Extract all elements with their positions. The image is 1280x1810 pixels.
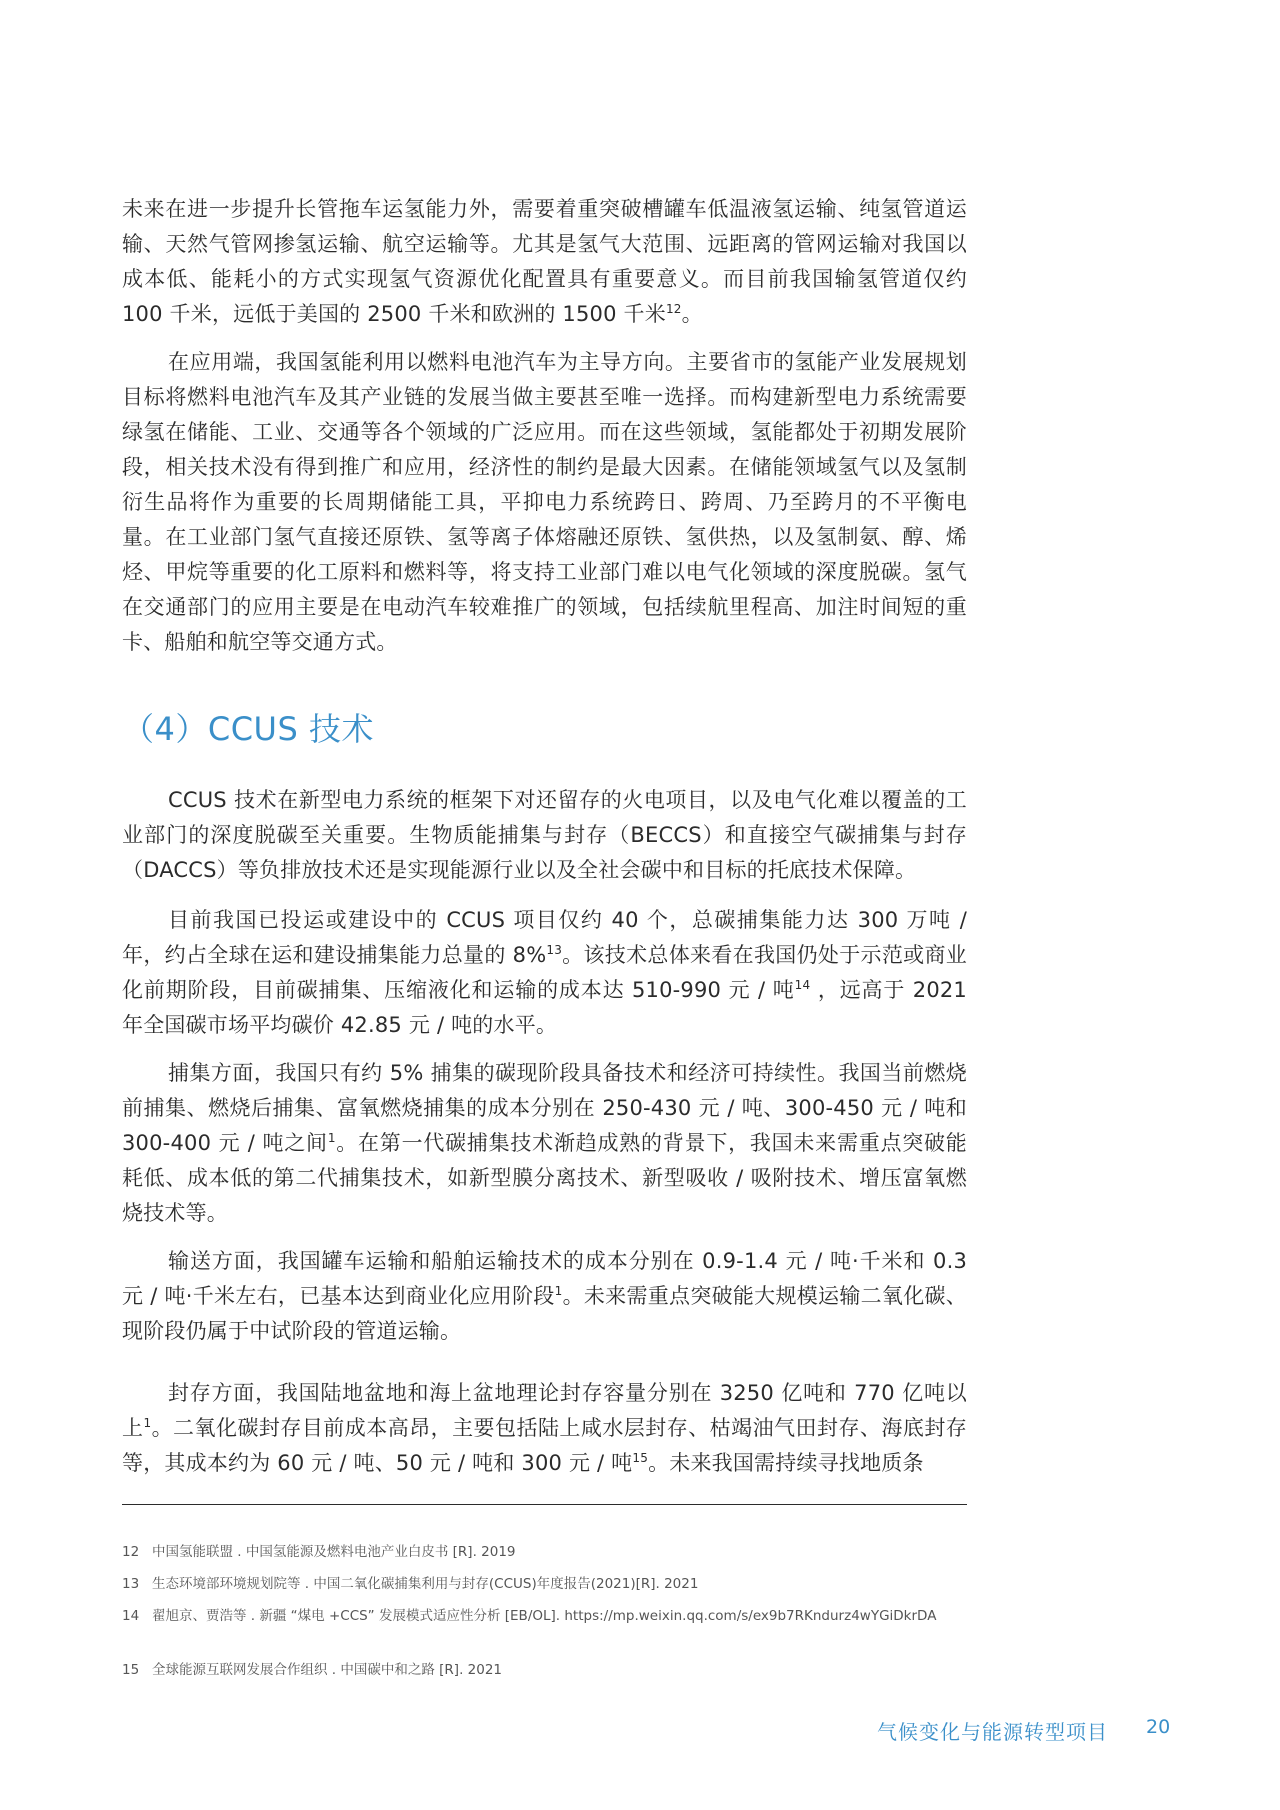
paragraph-ccus-status: 目前我国已投运或建设中的 CCUS 项目仅约 40 个，总碳捕集能力达 300 万吨 / 年，约占全球在运和建设捕集能力总量的 8%$^{13}$。该技术总体来看在我国仍处于示范或商业化前期阶段，目前碳捕集、压缩液化和运输的成本达 510-990 元 / 吨$^{14}$ ，远高于 2021 年全国碳市场平均碳价 42.85 元 / 吨的水平。: [122, 908, 967, 1037]
page-number: 20: [1146, 1716, 1171, 1738]
paragraph-hydrogen-transport: 未来在进一步提升长管拖车运氢能力外，需要着重突破槽罐车低温液氢运输、纯氢管道运输、天然气管网掺氢运输、航空运输等。尤其是氢气大范围、远距离的管网运输对我国以成本低、能耗小的方式实现氢气资源优化配置具有重要意义。而目前我国输氢管道仅约 100 千米，远低于美国的 2500 千米和欧洲的 1500 千米$^{12}$。: [122, 197, 967, 326]
footnote-ref-14[interactable]: 14: [794, 978, 811, 992]
footnote-14: 14 翟旭京、贾浩等 . 新疆 “煤电 +CCS” 发展模式适应性分析 [EB/OL]. https://mp.weixin.qq.com/s/ex9b7RKndurz4wYGiDkrDA: [122, 1608, 937, 1624]
footnote-12: 12 中国氢能联盟 . 中国氢能源及燃料电池产业白皮书 [R]. 2019: [122, 1544, 516, 1560]
footnote-ref-1[interactable]: 1: [554, 1284, 563, 1298]
footnote-ref-1[interactable]: 1: [327, 1131, 336, 1145]
paragraph-ccus-storage: 封存方面，我国陆地盆地和海上盆地理论封存容量分别在 3250 亿吨和 770 亿吨以上$^1$。二氧化碳封存目前成本高昂，主要包括陆上咸水层封存、枯竭油气田封存、海底封存等，其成本约为 60 元 / 吨、50 元 / 吨和 300 元 / 吨$^{15}$。未来我国需持续寻找地质条: [122, 1381, 967, 1475]
footer-title: 气候变化与能源转型项目: [877, 1720, 1108, 1744]
footnote-ref-12[interactable]: 12: [665, 302, 682, 316]
footnote-ref-1[interactable]: 1: [143, 1416, 152, 1430]
footnote-ref-13[interactable]: 13: [546, 943, 563, 957]
footnote-divider: [122, 1504, 967, 1505]
footnote-14-link[interactable]: 翟旭京、贾浩等 . 新疆 “煤电 +CCS” 发展模式适应性分析 [EB/OL]. https://mp.weixin.qq.com/s/ex9b7RKndurz4wYGiDkrDA: [152, 1608, 937, 1624]
section-heading-ccus: （4）CCUS 技术: [122, 710, 374, 748]
paragraph-ccus-transport: 输送方面，我国罐车运输和船舶运输技术的成本分别在 0.9-1.4 元 / 吨·千米和 0.3 元 / 吨·千米左右，已基本达到商业化应用阶段$^1$。未来需重点突破能大规模运输二氧化碳、现阶段仍属于中试阶段的管道运输。: [122, 1249, 967, 1343]
paragraph-ccus-capture: 捕集方面，我国只有约 5% 捕集的碳现阶段具备技术和经济可持续性。我国当前燃烧前捕集、燃烧后捕集、富氧燃烧捕集的成本分别在 250-430 元 / 吨、300-450 元 / 吨和 300-400 元 / 吨之间$^1$。在第一代碳捕集技术渐趋成熟的背景下，我国未来需重点突破能耗低、成本低的第二代捕集技术，如新型膜分离技术、新型吸收 / 吸附技术、增压富氧燃烧技术等。: [122, 1061, 967, 1225]
footnote-ref-15[interactable]: 15: [632, 1451, 649, 1465]
paragraph-hydrogen-application: 在应用端，我国氢能利用以燃料电池汽车为主导方向。主要省市的氢能产业发展规划目标将燃料电池汽车及其产业链的发展当做主要甚至唯一选择。而构建新型电力系统需要绿氢在储能、工业、交通等各个领域的广泛应用。而在这些领域，氢能都处于初期发展阶段，相关技术没有得到推广和应用，经济性的制约是最大因素。在储能领域氢气以及氢制衍生品将作为重要的长周期储能工具，平抑电力系统跨日、跨周、乃至跨月的不平衡电量。在工业部门氢气直接还原铁、氢等离子体熔融还原铁、氢供热，以及氢制氨、醇、烯烃、甲烷等重要的化工原料和燃料等，将支持工业部门难以电气化领域的深度脱碳。氢气在交通部门的应用主要是在电动汽车较难推广的领域，包括续航里程高、加注时间短的重卡、船舶和航空等交通方式。: [122, 350, 967, 654]
footnote-15: 15 全球能源互联网发展合作组织 . 中国碳中和之路 [R]. 2021: [122, 1662, 503, 1678]
footnote-13: 13 生态环境部环境规划院等 . 中国二氧化碳捕集利用与封存(CCUS)年度报告(2021)[R]. 2021: [122, 1576, 699, 1592]
paragraph-ccus-intro: CCUS 技术在新型电力系统的框架下对还留存的火电项目，以及电气化难以覆盖的工业部门的深度脱碳至关重要。生物质能捕集与封存（BECCS）和直接空气碳捕集与封存（DACCS）等负排放技术还是实现能源行业以及全社会碳中和目标的托底技术保障。: [122, 788, 967, 882]
